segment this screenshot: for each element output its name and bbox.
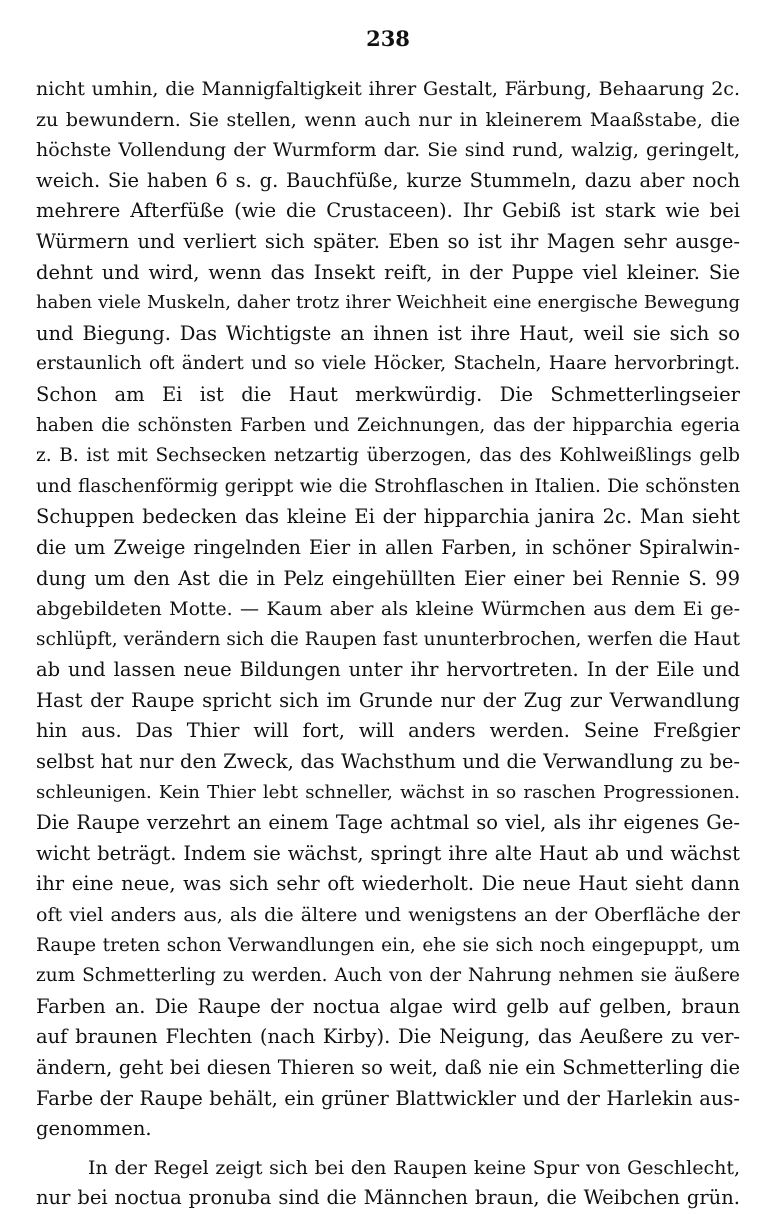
- text-line: Schon am Ei ist die Haut merkwürdig. Die Schmetterlingseier: [36, 382, 740, 406]
- text-line: ihr eine neue, was sich sehr oft wiederholt. Die neue Haut sieht dann: [36, 872, 740, 896]
- text-line: höchste Vollendung der Wurmform dar. Sie sind rund, walzig, geringelt,: [36, 139, 740, 162]
- paragraph-gap: [36, 1145, 740, 1153]
- text-line: abgebildeten Motte. — Kaum aber als kleine Würmchen aus dem Ei ge-: [36, 598, 740, 621]
- text-line: Schuppen bedecken das kleine Ei der hipparchia janira 2c. Man sieht: [36, 505, 740, 529]
- text-line: auf braunen Flechten (nach Kirby). Die Neigung, das Aeußere zu ver-: [36, 1025, 740, 1049]
- text-line: Hast der Raupe spricht sich im Grunde nur der Zug zur Verwandlung: [36, 688, 740, 712]
- text-line: nur bei noctua pronuba sind die Männchen braun, die Weibchen grün.: [36, 1186, 740, 1210]
- text-line: In der Regel zeigt sich bei den Raupen keine Spur von Geschlecht,: [88, 1156, 740, 1179]
- text-line: schleunigen. Kein Thier lebt schneller, wächst in so raschen Progressionen.: [36, 781, 740, 803]
- text-line: ab und lassen neue Bildungen unter ihr hervortreten. In der Eile und: [36, 658, 740, 682]
- text-line: dehnt und wird, wenn das Insekt reift, in der Puppe viel kleiner. Sie: [36, 260, 740, 284]
- paragraph: [36, 74, 740, 1145]
- text-line: Raupe treten schon Verwandlungen ein, ehe sie sich noch eingepuppt, um: [36, 934, 740, 956]
- paragraph: [36, 1153, 740, 1214]
- text-line: Die Raupe verzehrt an einem Tage achtmal so viel, als ihr eigenes Ge-: [36, 811, 740, 835]
- text-line: wicht beträgt. Indem sie wächst, springt ihre alte Haut ab und wächst: [36, 841, 740, 865]
- text-line: erstaunlich oft ändert und so viele Höcker, Stacheln, Haare hervorbringt.: [36, 353, 740, 375]
- text-line: mehrere Afterfüße (wie die Crustaceen). Ihr Gebiß ist stark wie bei: [36, 199, 740, 223]
- text-line: z. B. ist mit Sechsecken netzartig überzogen, das des Kohlweißlings gelb: [36, 445, 740, 467]
- text-line: haben die schönsten Farben und Zeichnungen, das der hipparchia egeria: [36, 414, 740, 436]
- text-line: dung um den Ast die in Pelz eingehüllten Eier einer bei Rennie S. 99: [36, 566, 740, 590]
- text-line: Würmern und verliert sich später. Eben so ist ihr Magen sehr ausge-: [36, 229, 740, 253]
- text-line: Farbe der Raupe behält, ein grüner Blattwickler und der Harlekin aus-: [36, 1086, 740, 1110]
- text-line: genommen.: [36, 1117, 152, 1141]
- body-text: [36, 74, 740, 1214]
- text-line: Farben an. Die Raupe der noctua algae wird gelb auf gelben, braun: [36, 994, 740, 1018]
- text-line: haben viele Muskeln, daher trotz ihrer Weichheit eine energische Bewegung: [36, 292, 740, 314]
- page-number: 238: [366, 26, 410, 51]
- text-line: oft viel anders aus, als die ältere und wenigstens an der Oberfläche der: [36, 904, 740, 927]
- text-line: die um Zweige ringelnden Eier in allen Farben, in schöner Spiralwin-: [36, 535, 740, 559]
- text-line: ändern, geht bei diesen Thieren so weit, daß nie ein Schmetterling die: [36, 1056, 740, 1079]
- text-line: selbst hat nur den Zweck, das Wachsthum und die Verwandlung zu be-: [36, 750, 740, 774]
- text-line: schlüpft, verändern sich die Raupen fast ununterbrochen, werfen die Haut: [36, 628, 740, 650]
- text-line: und Biegung. Das Wichtigste an ihnen ist ihre Haut, weil sie sich so: [36, 321, 740, 345]
- text-line: und flaschenförmig gerippt wie die Strohflaschen in Italien. Die schönsten: [36, 475, 740, 497]
- text-line: zu bewundern. Sie stellen, wenn auch nur in kleinerem Maaßstabe, die: [36, 108, 740, 131]
- text-line: weich. Sie haben 6 s. g. Bauchfüße, kurze Stummeln, dazu aber noch: [36, 168, 740, 192]
- text-line: nicht umhin, die Mannigfaltigkeit ihrer Gestalt, Färbung, Behaarung 2c.: [36, 78, 740, 100]
- text-line: zum Schmetterling zu werden. Auch von der Nahrung nehmen sie äußere: [36, 965, 740, 987]
- text-line: hin aus. Das Thier will fort, will anders werden. Seine Freßgier: [36, 719, 740, 743]
